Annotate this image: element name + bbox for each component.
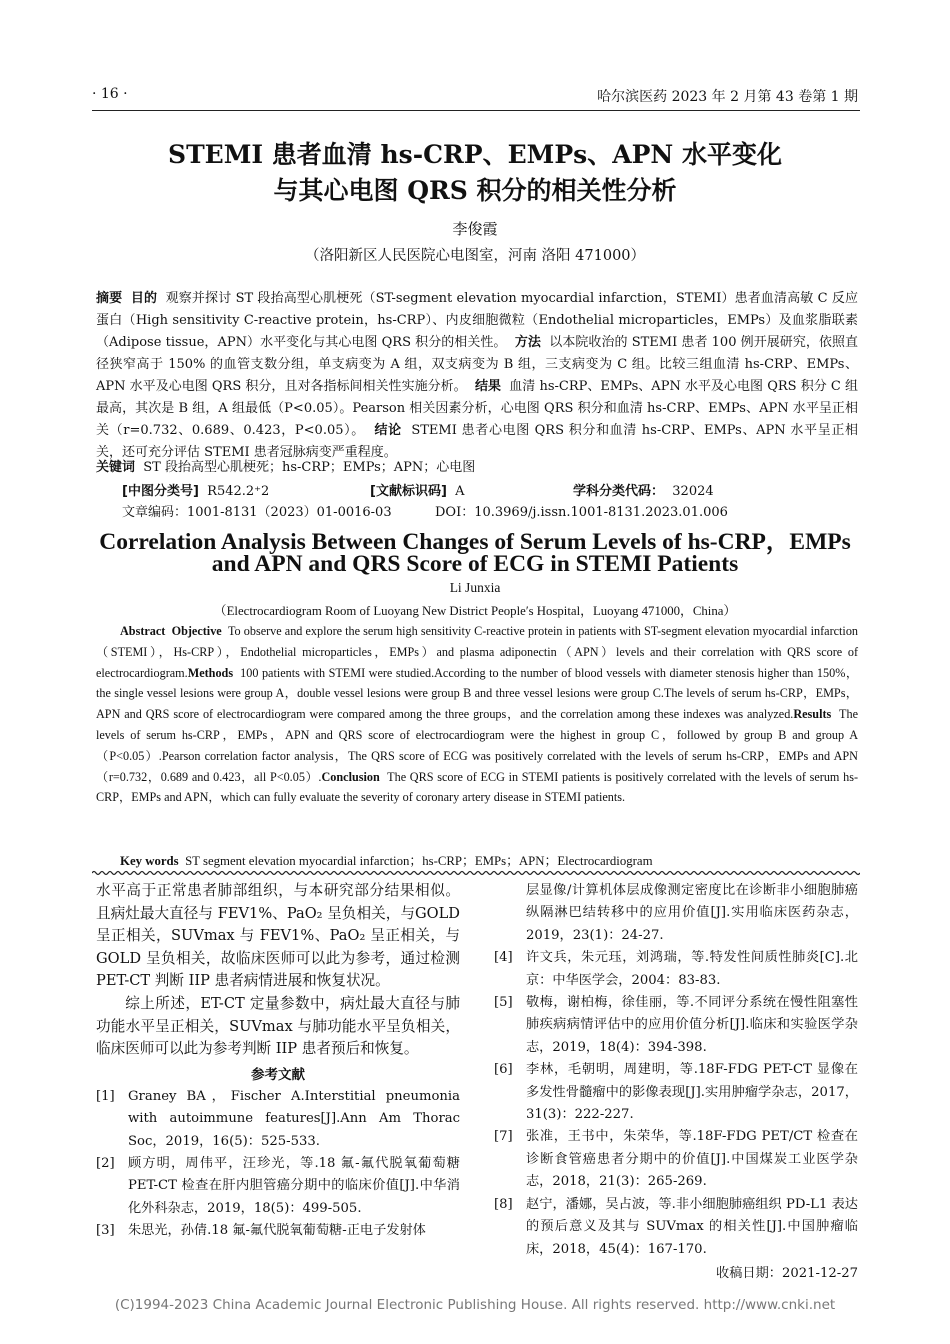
doi: DOI：10.3969/j.issn.1001-8131.2023.01.006 bbox=[435, 505, 728, 520]
keywords-zh bbox=[96, 457, 858, 479]
methods-zh-label: 方法 bbox=[514, 335, 541, 350]
reference-item bbox=[494, 1126, 858, 1193]
objective-en-label: Objective bbox=[171, 624, 222, 638]
clc-code bbox=[122, 480, 269, 499]
conclusion-zh-label: 结论 bbox=[374, 423, 402, 438]
references-right bbox=[494, 947, 858, 1261]
results-en-label: Results bbox=[793, 707, 832, 722]
subject-label: 学科分类代码： bbox=[573, 484, 665, 499]
reference-item bbox=[96, 1153, 460, 1220]
wavy-divider bbox=[92, 870, 860, 876]
conclusion-en: The QRS score of ECG in STEMI patients is positively correlated with the levels of serum hs-CRP，EMPs and APN，which can fully evaluate the severity of coronary artery disease in STEMI patients. bbox=[96, 769, 859, 805]
references-left bbox=[96, 1086, 460, 1243]
results-en: The levels of serum hs-CRP，EMPs，APN and QRS score of electrocardiogram were the highest in group C，followed by group B and group A（P<0.05）.Pearson correlation factor analysis，The QRS score of ECG was positively correlated with the levels of serum hs-CRP，EMPs and APN（r=0.732，0.689 and 0.423，all P<0.05）. bbox=[96, 707, 858, 784]
reference-number: [8] bbox=[494, 1196, 513, 1212]
reference-item bbox=[494, 1194, 858, 1261]
abstract-en-label: Abstract bbox=[120, 624, 166, 638]
methods-en-label: Methods bbox=[187, 665, 234, 680]
keywords-zh-text: ST 段抬高型心肌梗死；hs-CRP；EMPs；APN；心电图 bbox=[143, 460, 476, 475]
reference-continuation-text: 层显像/计算机体层成像测定密度比在诊断非小细胞肺癌纵隔淋巴结转移中的应用价值[J].实用临床医药杂志，2019，23(1)：24-27. bbox=[526, 883, 858, 943]
objective-en: To observe and explore the serum high sensitivity C-reactive protein in patients with ST-segment elevation myocardial infarction（STEMI），Hs-CRP），Endothelial microparticles，EMPs）and plasma adiponectin（APN）levels and their correlation with QRS score of electrocardiogram. bbox=[96, 624, 859, 680]
references-heading: 参考文献 bbox=[251, 1066, 305, 1083]
objective-zh-label: 目的 bbox=[130, 291, 158, 306]
title-en-line1: Correlation Analysis Between Changes of Serum Levels of hs-CRP，EMPs bbox=[99, 529, 851, 555]
reference-text: Graney BA，Fischer A.Interstitial pneumonia with autoimmune features[J].Ann Am Thorac Soc，2019，16(5)：525-533. bbox=[128, 1088, 460, 1149]
reference-number: [5] bbox=[494, 995, 513, 1011]
methods-zh: 以本院收治的 STEMI 患者 100 例开展研究，依照直径狭窄高于 150% 的血管支数分组，单支病变为 A 组，双支病变为 B 组，三支病变为 C 组。比较三组血清 hs-CRP、EMPs、APN 水平及心电图 QRS 积分，且对各指标间相关性实施分析。 bbox=[96, 335, 858, 394]
reference-item bbox=[494, 1059, 858, 1126]
methods-en: 100 patients with STEMI were studied.According to the number of blood vessels with diameter stenosis higher than 150%，the single vessel lesions were group A，double vessel lesions were group B and three vessel lesions were group C.The levels of serum hs-CRP，EMPs，APN and QRS score of electrocardiogram were compared among the three groups，and the correlation among these indexes was analyzed. bbox=[96, 665, 859, 722]
clc-value: R542.2⁺2 bbox=[207, 484, 270, 499]
objective-zh: 观察并探讨 ST 段抬高型心肌梗死（ST-segment elevation myocardial infarction，STEMI）患者血清高敏 C 反应蛋白（High sensitivity C-reactive protein，hs-CRP）、内皮细胞微粒（Endothelial microparticles，EMPs）及血浆脂联素（Adipose tissue，APN）水平变化与其心电图 QRS 积分的相关性。 bbox=[96, 291, 859, 350]
journal-issue: 哈尔滨医药 2023 年 2 月第 43 卷第 1 期 bbox=[597, 89, 858, 105]
copyright-footer: (C)1994-2023 China Academic Journal Electronic Publishing House. All rights reserved. http://www.cnki.net bbox=[114, 1297, 836, 1313]
keywords-en-text: ST segment elevation myocardial infarction；hs-CRP；EMPs；APN；Electrocardiogram bbox=[185, 854, 653, 868]
reference-number: [6] bbox=[494, 1062, 513, 1078]
abstract-zh bbox=[96, 288, 858, 464]
page-number: · 16 · bbox=[92, 86, 128, 102]
reference-item bbox=[494, 992, 858, 1059]
reference-item bbox=[96, 1086, 460, 1153]
doc-label: [文献标识码] bbox=[370, 484, 447, 499]
article-number: 文章编码：1001-8131（2023）01-0016-03 bbox=[122, 505, 392, 520]
reference-text: 李林，毛朝明，周建明，等.18F-FDG PET-CT 显像在多发性骨髓瘤中的影像表现[J].实用肿瘤学杂志，2017，31(3)：222-227. bbox=[526, 1062, 858, 1123]
results-zh: 血清 hs-CRP、EMPs、APN 水平及心电图 QRS 积分 C 组最高，其次是 B 组，A 组最低（P<0.05）。Pearson 相关因素分析，心电图 QRS 积分和血清 hs-CRP、EMPs、APN 水平呈正相关（r=0.732、0.689、0.423，P<0.05）。 bbox=[96, 379, 858, 438]
received-date: 收稿日期：2021-12-27 bbox=[716, 1265, 858, 1281]
title-en-line2: and APN and QRS Score of ECG in STEMI Patients bbox=[211, 551, 739, 577]
doc-code bbox=[370, 480, 465, 499]
subject-value: 32024 bbox=[672, 484, 714, 499]
reference-item bbox=[96, 1220, 460, 1242]
reference-number: [2] bbox=[96, 1155, 115, 1171]
affiliation-en: （Electrocardiogram Room of Luoyang New District People′s Hospital，Luoyang 471000，China） bbox=[213, 604, 737, 618]
reference-text: 顾方明，周伟平，汪珍光，等.18 氟-氟代脱氧葡萄糖 PET-CT 检查在肝内胆管癌分期中的临床价值[J].中华消化外科杂志，2019，18(5)：499-505. bbox=[128, 1155, 460, 1216]
reference-text: 朱思光，孙倩.18 氟-氟代脱氧葡萄糖-正电子发射体 bbox=[128, 1223, 426, 1239]
keywords-en-label: Key words bbox=[120, 854, 179, 868]
keywords-en bbox=[96, 851, 858, 872]
body-right-column bbox=[494, 880, 858, 1285]
doc-value: A bbox=[455, 484, 465, 499]
conclusion-en-label: Conclusion bbox=[321, 769, 380, 784]
author-en: Li Junxia bbox=[449, 580, 501, 595]
reference-item bbox=[494, 947, 858, 992]
reference-text: 许文兵，朱元珏，刘鸿瑞，等.特发性间质性肺炎[C].北京：中华医学会，2004：83-83. bbox=[526, 950, 858, 988]
reference-text: 赵宁，潘娜，吴占波，等.非小细胞肺癌组织 PD-L1 表达的预后意义及其与 SUVmax 的相关性[J].中国肿瘤临床，2018，45(4)：167-170. bbox=[526, 1196, 858, 1257]
body-left-column bbox=[96, 880, 460, 1243]
header-rule bbox=[92, 110, 860, 111]
reference-number: [4] bbox=[494, 950, 513, 966]
subject-code bbox=[573, 480, 714, 499]
title-zh-line1: STEMI 患者血清 hs-CRP、EMPs、APN 水平变化 bbox=[168, 140, 782, 169]
body-paragraph-2: 综上所述，ET-CT 定量参数中，病灶最大直径与肺功能水平呈正相关，SUVmax 与肺功能水平呈负相关，临床医师可以此为参考判断 IIP 患者预后和恢复。 bbox=[96, 994, 460, 1058]
title-zh-line2: 与其心电图 QRS 积分的相关性分析 bbox=[273, 176, 677, 205]
reference-number: [7] bbox=[494, 1129, 513, 1145]
conclusion-zh: STEMI 患者心电图 QRS 积分和血清 hs-CRP、EMPs、APN 水平呈正相关，还可充分评估 STEMI 患者冠脉病变严重程度。 bbox=[96, 423, 859, 460]
abstract-en bbox=[96, 621, 858, 808]
keywords-zh-label: 关键词 bbox=[96, 460, 136, 475]
affiliation-zh: （洛阳新区人民医院心电图室，河南 洛阳 471000） bbox=[304, 248, 646, 264]
reference-number: [3] bbox=[96, 1223, 115, 1239]
reference-text: 张准，王书中，朱荣华，等.18F-FDG PET/CT 检查在诊断食管癌患者分期中的价值[J].中国煤炭工业医学杂志，2018，21(3)：265-269. bbox=[526, 1129, 858, 1190]
reference-text: 敬梅，谢柏梅，徐佳丽，等.不同评分系统在慢性阻塞性肺疾病病情评估中的应用价值分析[J].临床和实验医学杂志，2019，18(4)：394-398. bbox=[526, 995, 858, 1055]
clc-label: [中图分类号] bbox=[122, 484, 199, 499]
reference-number: [1] bbox=[96, 1088, 115, 1104]
body-paragraph-1: 水平高于正常患者肺部组织，与本研究部分结果相似。且病灶最大直径与 FEV1%、PaO₂ 呈负相关，与GOLD 呈正相关，SUVmax 与 FEV1%、PaO₂ 呈正相关，与 GOLD 呈负相关，故临床医师可以此为参考，通过检测 PET-CT 判断 IIP 患者病情进展和恢复状况。 bbox=[96, 882, 460, 990]
results-zh-label: 结果 bbox=[474, 379, 501, 394]
reference-continuation bbox=[494, 880, 858, 947]
abstract-zh-label: 摘要 bbox=[96, 291, 123, 306]
author-zh: 李俊霞 bbox=[452, 220, 498, 238]
